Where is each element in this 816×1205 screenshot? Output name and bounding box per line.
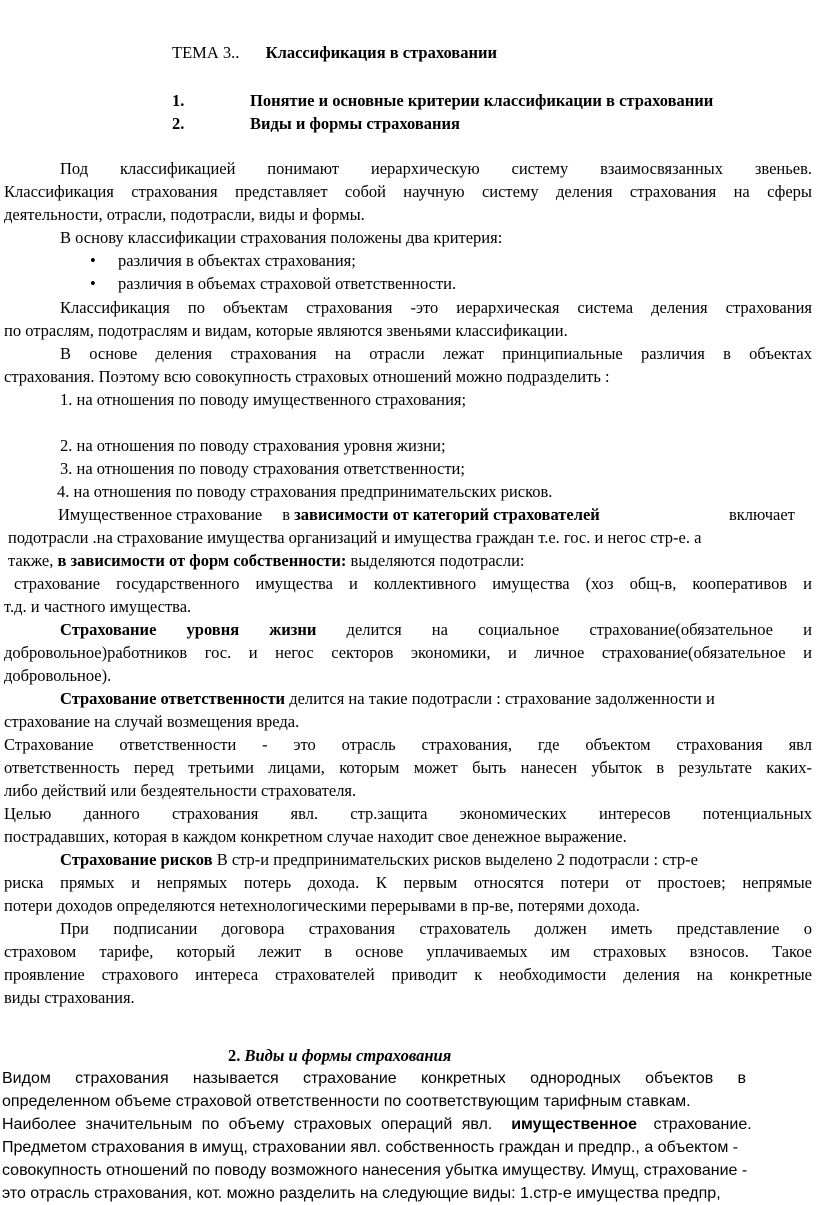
bullet-icon: • [90, 274, 96, 293]
paragraph-line: Страхование ответственности делится на такие подотрасли : страхование задолженности и [60, 689, 715, 708]
outline-number: 2. [172, 114, 185, 133]
paragraph-line: виды страхования. [4, 988, 135, 1007]
outline-item [172, 113, 184, 135]
bullet-icon: • [90, 251, 96, 270]
paragraph-line: также, в зависимости от форм собственности: выделяются подотрасли: [8, 551, 525, 570]
topic-heading [172, 42, 497, 64]
paragraph-line: Имущественное страхование в зависимости от категорий страхователей [58, 505, 600, 524]
paragraph-line: В основе деления страхования на отрасли лежат принципиальные различия в объектах [60, 344, 812, 363]
paragraph-line: определенном объеме страховой ответственности по соответствующим тарифным ставкам. [2, 1093, 691, 1110]
paragraph-line: Классификация страхования представляет собой научную систему деления страхования на сферы [4, 182, 812, 201]
paragraph-line: совокупность отношений по поводу возможного нанесения убытка имуществу. Имущ, страхование - [2, 1162, 748, 1179]
section-heading: 2. Виды и формы страхования [228, 1046, 452, 1065]
paragraph-line: либо действий или бездеятельности страхователя. [4, 781, 357, 800]
paragraph-line: страхования. Поэтому всю совокупность страховых отношений можно подразделить : [4, 367, 610, 386]
paragraph-line: риска прямых и непрямых потерь дохода. К первым относятся потери от простоев; непрямые [4, 873, 812, 892]
paragraph-line: это отрасль страхования, кот. можно разделить на следующие виды: 1.стр-е имущества предпр, [2, 1185, 721, 1202]
outline-number: 1. [172, 91, 185, 110]
paragraph-line: Видом страхования называется страхование конкретных однородных объектов в [2, 1070, 746, 1087]
paragraph-line: Страхование рисков В стр-и предпринимательских рисков выделено 2 подотрасли : стр-е [60, 850, 698, 869]
paragraph-line: проявление страхового интереса страхователей приводит к необходимости деления на конкретные [4, 965, 812, 984]
paragraph-line: по отраслям, подотраслям и видам, которые являются звеньями классификации. [4, 321, 568, 340]
paragraph-line: включает [729, 505, 795, 524]
paragraph-line: При подписании договора страхования страхователь должен иметь представление о [60, 919, 812, 938]
paragraph-line: подотрасли .на страхование имущества организаций и имущества граждан т.е. гос. и негос стр-е. а [8, 528, 702, 547]
paragraph-line: пострадавших, которая в каждом конкретном случае находит свое денежное выражение. [4, 827, 627, 846]
outline-item [172, 90, 184, 112]
paragraph-line: Предметом страхования в имущ, страховании явл. собственность граждан и предпр., а объектом - [2, 1139, 739, 1156]
paragraph-line: Страхование уровня жизни делится на социальное страхование(обязательное и [60, 620, 812, 639]
outline-text: Виды и формы страхования [250, 114, 460, 133]
paragraph-line: Классификация по объектам страхования -это иерархическая система деления страхования [60, 298, 812, 317]
outline-text: Понятие и основные критерии классификации в страховании [250, 91, 714, 110]
paragraph-line: Под классификацией понимают иерархическую систему взаимосвязанных звеньев. [60, 159, 812, 178]
numbered-item: 3. на отношения по поводу страхования ответственности; [60, 459, 465, 478]
paragraph-line: т.д. и частного имущества. [4, 597, 192, 616]
paragraph-line: страховом тарифе, который лежит в основе уплачиваемых им страховых взносов. Такое [4, 942, 812, 961]
paragraph-line: страхование на случай возмещения вреда. [4, 712, 300, 731]
paragraph-line: потери доходов определяются нетехнологическими перерывами в пр-ве, потерями дохода. [4, 896, 640, 915]
paragraph-line: В основу классификации страхования положены два критерия: [60, 228, 503, 247]
bullet-item: различия в объектах страхования; [118, 251, 356, 270]
bullet-item: различия в объемах страховой ответственности. [118, 274, 457, 293]
topic-prefix: ТЕМА 3.. [172, 43, 240, 62]
paragraph-line: Наиболее значительным по объему страховых операций явл. имущественное страхование. [2, 1116, 752, 1133]
paragraph-line: страхование государственного имущества и коллективного имущества (хоз общ-в, кооперативов и [14, 574, 812, 593]
topic-title: Классификация в страховании [265, 43, 497, 62]
numbered-item: 4. на отношения по поводу страхования предпринимательских рисков. [57, 482, 553, 501]
paragraph-line: деятельности, отрасли, подотрасли, виды и формы. [4, 205, 365, 224]
numbered-item: 1. на отношения по поводу имущественного страхования; [60, 390, 467, 409]
paragraph-line: Целью данного страхования явл. стр.защита экономических интересов потенциальных [4, 804, 812, 823]
numbered-item: 2. на отношения по поводу страхования уровня жизни; [60, 436, 446, 455]
paragraph-line: ответственность перед третьими лицами, которым может быть нанесен убыток в результате каких- [4, 758, 812, 777]
paragraph-line: добровольное)работников гос. и негос секторов экономики, и личное страхование(обязательное и [4, 643, 812, 662]
paragraph-line: Страхование ответственности - это отрасль страхования, где объектом страхования явл [4, 735, 812, 754]
paragraph-line: добровольное). [4, 666, 112, 685]
